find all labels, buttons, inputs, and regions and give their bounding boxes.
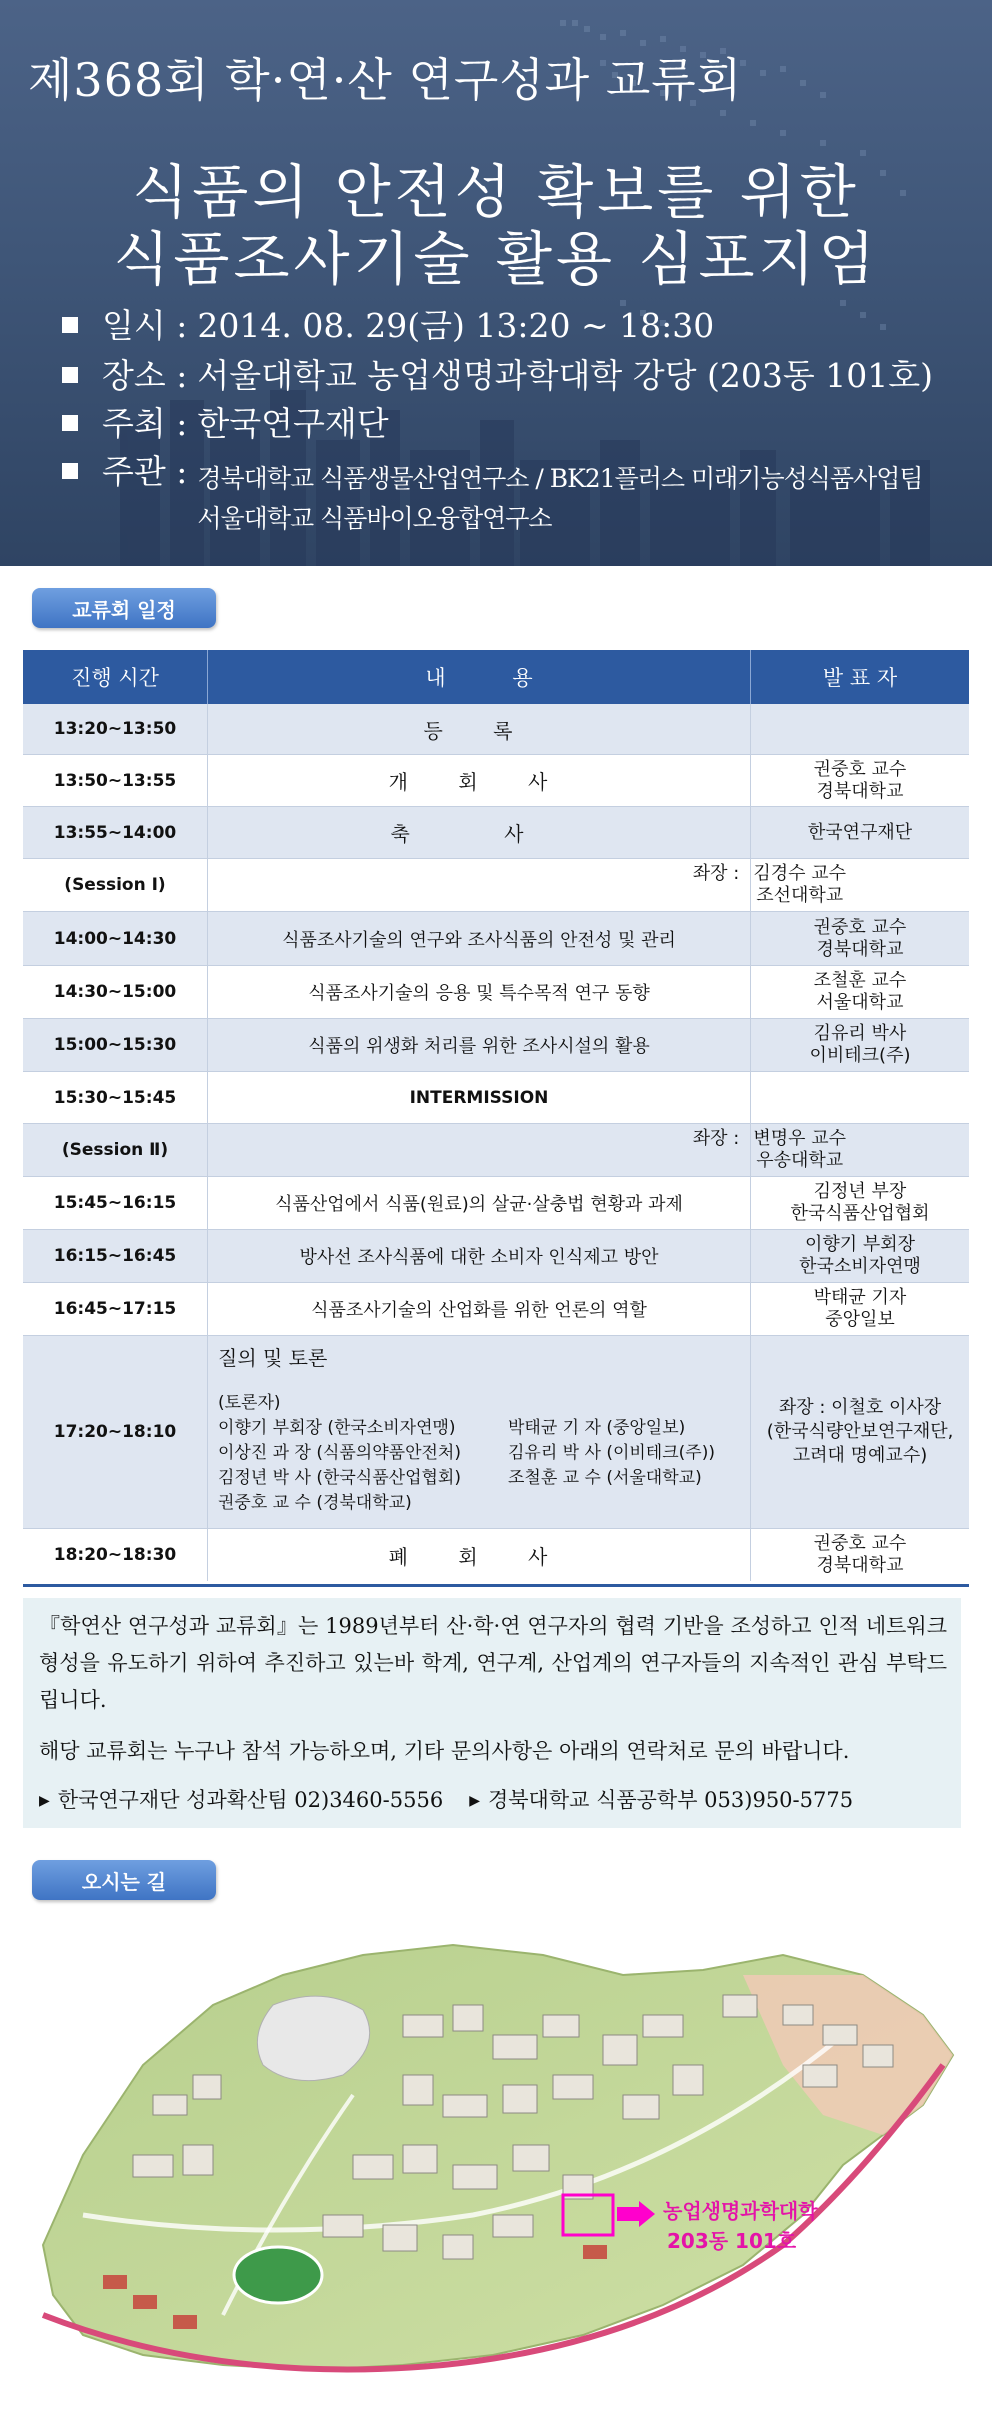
campus-map <box>23 1915 969 2395</box>
row-content: 개 회 사 <box>208 755 751 806</box>
row-content: 식품조사기술의 응용 및 특수목적 연구 동향 <box>208 966 751 1018</box>
organizer-line1: 경북대학교 식품생물산업연구소 / BK21플러스 미래기능성식품사업팀 <box>197 464 923 493</box>
panelist: 박태균 기 자 (중앙일보) <box>508 1418 686 1438</box>
row-time: 15:30~15:45 <box>23 1072 208 1123</box>
column-header-content: 내 용 <box>208 650 751 704</box>
chair-label: 좌장 : <box>692 863 740 884</box>
chair-affiliation: 우송대학교 <box>756 1150 844 1171</box>
panelist: 김정년 박 사 (한국식품산업협회) <box>218 1468 461 1488</box>
discussion-title: 질의 및 토론 <box>218 1346 328 1370</box>
row-time: (Session Ⅰ) <box>23 859 208 911</box>
organizer-label: 주관 : <box>102 452 188 491</box>
row-content: INTERMISSION <box>208 1072 751 1123</box>
notice-paragraph2: 해당 교류회는 누구나 참석 가능하오며, 기타 문의사항은 아래의 연락처로 문의 바랍니다. <box>39 1739 850 1763</box>
table-row <box>23 704 969 755</box>
session-title: 제368회 학·연·산 연구성과 교류회 <box>28 53 743 107</box>
directions-tag: 오시는 길 <box>32 1860 216 1900</box>
row-speaker <box>751 966 969 1018</box>
chair-label: 좌장 : <box>692 1128 740 1149</box>
panelist: 권중호 교 수 (경북대학교) <box>218 1493 412 1513</box>
table-row <box>23 966 969 1019</box>
table-row-session <box>23 859 969 912</box>
square-bullet-icon <box>62 367 78 383</box>
chair-names <box>753 863 846 907</box>
speaker-affiliation: 경북대학교 <box>816 938 904 960</box>
row-speaker <box>751 1019 969 1071</box>
row-time: 17:20~18:10 <box>23 1336 208 1528</box>
row-content: 식품산업에서 식품(원료)의 살균·살충법 현황과 과제 <box>208 1177 751 1229</box>
table-row-session <box>23 1124 969 1177</box>
table-row <box>23 1072 969 1124</box>
row-time: 14:30~15:00 <box>23 966 208 1018</box>
chair-name: 김경수 교수 <box>753 863 846 884</box>
row-speaker <box>751 1283 969 1335</box>
row-time: (Session Ⅱ) <box>23 1124 208 1176</box>
info-date <box>62 300 714 347</box>
square-bullet-icon <box>62 317 78 333</box>
speaker-name: 김유리 박사 <box>813 1023 907 1044</box>
info-host <box>62 398 389 445</box>
speaker-name: 박태균 기자 <box>813 1287 907 1308</box>
session-chair <box>693 1128 846 1172</box>
column-header-speaker: 발 표 자 <box>822 666 898 690</box>
row-content: 축 사 <box>208 807 751 858</box>
info-place <box>62 350 933 397</box>
speaker-affiliation: 서울대학교 <box>816 992 904 1013</box>
discussion-content <box>208 1336 751 1528</box>
main-title-line1: 식품의 안전성 확보를 위한 <box>132 158 860 226</box>
panelist: 조철훈 교 수 (서울대학교) <box>508 1468 702 1488</box>
chair-line: 좌장 : 이철호 이사장 <box>778 1397 942 1418</box>
row-time: 13:50~13:55 <box>23 755 208 806</box>
square-bullet-icon <box>62 463 78 479</box>
panel-list <box>218 1416 768 1516</box>
row-time: 13:55~14:00 <box>23 807 208 858</box>
speaker-name: 조철훈 교수 <box>813 970 907 991</box>
row-time: 15:00~15:30 <box>23 1019 208 1071</box>
table-row <box>23 807 969 859</box>
chair-name: 변명우 교수 <box>753 1128 846 1149</box>
row-speaker <box>751 807 969 858</box>
panelist: 이향기 부회장 (한국소비자연맹) <box>218 1418 456 1438</box>
table-row <box>23 1529 969 1581</box>
speaker-affiliation: 경북대학교 <box>816 780 904 802</box>
organizer-lines <box>197 459 922 539</box>
table-header <box>23 650 969 704</box>
row-content <box>208 859 846 911</box>
place-value: 서울대학교 농업생명과학대학 강당 (203동 101호) <box>197 356 933 395</box>
contact-list <box>39 1782 947 1822</box>
row-speaker <box>751 1529 969 1581</box>
contact-item <box>469 1782 853 1822</box>
row-content: 식품조사기술의 산업화를 위한 언론의 역할 <box>208 1283 751 1335</box>
date-value: 2014. 08. 29(금) 13:20 ~ 18:30 <box>197 306 715 345</box>
host-value: 한국연구재단 <box>197 404 389 443</box>
speaker-affiliation: 한국식품산업협회 <box>790 1203 930 1224</box>
discussion-chair <box>751 1336 969 1528</box>
speaker-affiliation: 이비테크(주) <box>809 1045 911 1066</box>
organizer-line2: 서울대학교 식품바이오융합연구소 <box>197 504 552 533</box>
place-label: 장소 : <box>102 356 188 395</box>
panelist <box>508 1491 768 1516</box>
contact-item <box>39 1782 443 1822</box>
row-speaker <box>751 1177 969 1229</box>
contact-text: 경북대학교 식품공학부 053)950-5775 <box>487 1788 854 1812</box>
table-row <box>23 1230 969 1283</box>
speaker-name: 김정년 부장 <box>813 1181 907 1202</box>
row-speaker <box>751 1072 969 1123</box>
table-bottom-rule <box>23 1584 969 1587</box>
chair-affiliation: 조선대학교 <box>756 885 844 906</box>
chair-line: (한국식량안보연구재단, <box>766 1421 954 1442</box>
row-content: 방사선 조사식품에 대한 소비자 인식제고 방안 <box>208 1230 751 1282</box>
speaker-affiliation: 중앙일보 <box>825 1309 895 1330</box>
panel-label: (토론자) <box>218 1393 281 1413</box>
host-label: 주최 : <box>102 404 188 443</box>
contact-text: 한국연구재단 성과확산팀 02)3460-5556 <box>57 1788 444 1812</box>
row-content: 폐 회 사 <box>208 1529 751 1581</box>
chair-line: 고려대 명예교수) <box>792 1445 928 1466</box>
map-label-room: 203동 101호 <box>667 2229 797 2253</box>
map-label-college: 농업생명과학대학 <box>663 2199 818 2223</box>
row-speaker <box>751 755 969 806</box>
row-content: 식품의 위생화 처리를 위한 조사시설의 활용 <box>208 1019 751 1071</box>
chair-names <box>753 1128 846 1172</box>
main-title-line2: 식품조사기술 활용 심포지엄 <box>113 225 879 293</box>
row-time: 18:20~18:30 <box>23 1529 208 1581</box>
info-organizer <box>62 446 923 535</box>
speaker-affiliation: 경북대학교 <box>816 1555 904 1576</box>
table-row-discussion <box>23 1336 969 1529</box>
row-content: 등 록 <box>208 704 751 754</box>
table-row <box>23 1283 969 1336</box>
panelist: 이상진 과 장 (식품의약품안전처) <box>218 1443 461 1463</box>
notice-box <box>23 1598 961 1828</box>
table-row <box>23 912 969 966</box>
speaker-name: 한국연구재단 <box>807 821 913 843</box>
row-time: 13:20~13:50 <box>23 704 208 754</box>
row-speaker <box>751 912 969 965</box>
triangle-bullet-icon: ▶ <box>39 1793 50 1809</box>
row-time: 14:00~14:30 <box>23 912 208 965</box>
table-row <box>23 755 969 807</box>
session-chair <box>693 863 846 907</box>
speaker-name: 권중호 교수 <box>813 1533 907 1554</box>
event-header <box>0 0 992 566</box>
row-speaker <box>751 1230 969 1282</box>
speaker-name: 권중호 교수 <box>813 916 907 938</box>
table-row <box>23 1019 969 1072</box>
date-label: 일시 : <box>102 306 188 345</box>
speaker-affiliation: 한국소비자연맹 <box>799 1256 921 1277</box>
table-row <box>23 1177 969 1230</box>
column-header-time: 진행 시간 <box>23 650 208 704</box>
square-bullet-icon <box>62 415 78 431</box>
row-time: 16:45~17:15 <box>23 1283 208 1335</box>
row-content: 식품조사기술의 연구와 조사식품의 안전성 및 관리 <box>208 912 751 965</box>
triangle-bullet-icon: ▶ <box>469 1793 480 1809</box>
row-content <box>208 1124 846 1176</box>
row-time: 15:45~16:15 <box>23 1177 208 1229</box>
campus-map-illustration <box>23 1915 969 2395</box>
speaker-name: 이향기 부회장 <box>804 1234 916 1255</box>
row-speaker <box>751 704 969 754</box>
panelist: 김유리 박 사 (이비테크(주)) <box>508 1443 715 1463</box>
speaker-name: 권중호 교수 <box>813 758 907 780</box>
schedule-table <box>23 650 969 1581</box>
schedule-tag: 교류회 일정 <box>32 588 216 628</box>
row-time: 16:15~16:45 <box>23 1230 208 1282</box>
notice-paragraph1: 『학연산 연구성과 교류회』는 1989년부터 산·학·연 연구자의 협력 기반을 조성하고 인적 네트워크 형성을 유도하기 위하여 추진하고 있는바 학계, 연구계, 산업계의 연구자들의 지속적인 관심 부탁드립니다. <box>39 1614 947 1712</box>
